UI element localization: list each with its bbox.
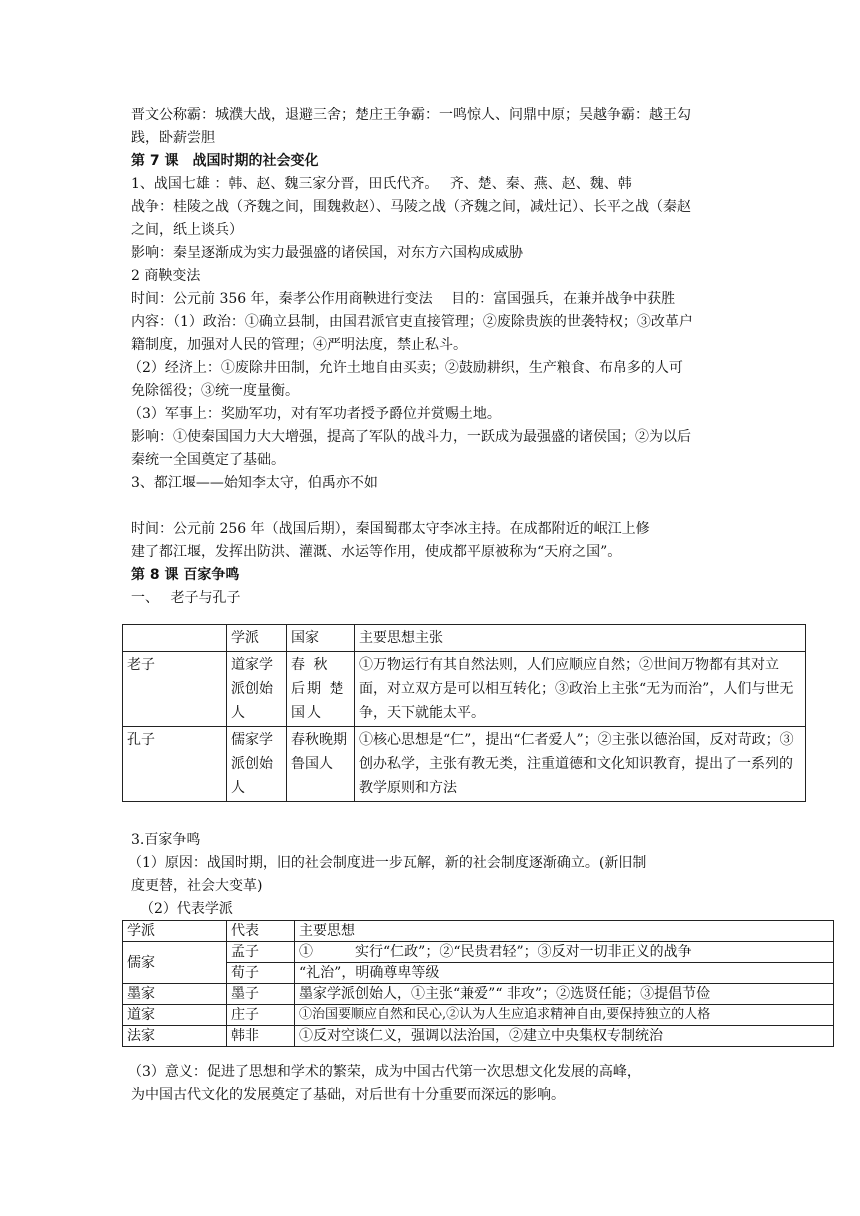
table-cell: 孔子 [123, 727, 227, 802]
text-line: 影响：①使秦国国力大大增强，提高了军队的战斗力，一跃成为最强盛的诸侯国；②为以后 [131, 429, 691, 445]
text-line: 为中国古代文化的发展奠定了基础，对后世有十分重要而深远的影响。 [131, 1087, 565, 1103]
text-line: 时间：公元前 356 年，秦孝公作用商鞅进行变法 目的：富国强兵，在兼并战争中获胜 [131, 291, 676, 307]
table-row [123, 942, 834, 963]
lesson-8-heading: 第 8 课 百家争鸣 [131, 567, 240, 583]
text-line: 籍制度，加强对人民的管理；④严明法度，禁止私斗。 [131, 337, 467, 353]
table-header-row [123, 921, 834, 942]
text-line: （3）军事上：奖励军功，对有军功者授予爵位并赏赐土地。 [128, 406, 501, 422]
table-cell: 庄子 [227, 1005, 295, 1026]
text-line: （1）原因：战国时期，旧的社会制度进一步瓦解，新的社会制度逐渐确立。(新旧制 [128, 855, 647, 871]
text-line: 时间：公元前 256 年（战国后期），秦国蜀郡太守李冰主持。在成都附近的岷江上修 [131, 521, 650, 537]
table-header-cell: 学派 [123, 921, 227, 942]
table-row [123, 984, 834, 1005]
table-cell: 韩非 [227, 1026, 295, 1047]
table-cell: 法家 [123, 1026, 227, 1047]
table-row [123, 1005, 834, 1026]
table-cell: 春秋晚期鲁国人 [287, 727, 355, 802]
table-cell: “礼治”，明确尊卑等级 [295, 963, 834, 984]
table-row [123, 727, 806, 802]
table-row [123, 1026, 834, 1047]
text-line: 晋文公称霸：城濮大战，退避三舍；楚庄王争霸：一鸣惊人、问鼎中原；吴越争霸：越王勾 [131, 107, 691, 123]
hundred-schools-table [122, 920, 834, 1047]
table-cell: 荀子 [227, 963, 295, 984]
table-cell: 老子 [123, 652, 227, 727]
text-line: 秦统一全国奠定了基础。 [131, 452, 285, 468]
text-line: （2）代表学派 [140, 901, 233, 917]
laozi-confucius-table [122, 624, 806, 802]
table-cell: 道家 [123, 1005, 227, 1026]
table-cell: 春 秋 后期 楚 国人 [287, 652, 355, 727]
table-cell: 道家学派创始人 [227, 652, 287, 727]
section-heading: 2 商鞅变法 [131, 268, 201, 284]
table-cell: ①核心思想是“仁”，提出“仁者爱人”；②主张以德治国，反对苛政；③创办私学，主张有教无类，注重道德和文化知识教育，提出了一系列的教学原则和方法 [355, 727, 806, 802]
table-cell: 儒家 [123, 942, 227, 984]
table-cell: ①治国要顺应自然和民心,②认为人生应追求精神自由,要保持独立的人格 [295, 1005, 834, 1026]
text-line: （2）经济上：①废除井田制，允许土地自由买卖；②鼓励耕织，生产粮食、布帛多的人可 [128, 360, 683, 376]
table-row [123, 963, 834, 984]
table-cell: 墨家 [123, 984, 227, 1005]
section-heading: 3、都江堰——始知李太守，伯禹亦不如 [131, 475, 378, 491]
text-line: 建了都江堰，发挥出防洪、灌溉、水运等作用，使成都平原被称为“天府之国”。 [131, 544, 622, 560]
table-header-row [123, 625, 806, 652]
text-line: 内容：（1）政治：①确立县制，由国君派官吏直接管理；②废除贵族的世袭特权；③改革户 [131, 314, 693, 330]
text-line: （3）意义：促进了思想和学术的繁荣，成为中国古代第一次思想文化发展的高峰， [128, 1064, 641, 1080]
table-cell: 孟子 [227, 942, 295, 963]
table-cell: 墨家学派创始人，①主张“兼爱”“ 非攻”；②选贤任能；③提倡节俭 [295, 984, 834, 1005]
table-header-cell [123, 625, 227, 652]
table-header-cell: 主要思想主张 [355, 625, 806, 652]
text-line: 影响：秦呈逐渐成为实力最强盛的诸侯国，对东方六国构成威胁 [131, 245, 523, 261]
table-cell: ①反对空谈仁义，强调以法治国，②建立中央集权专制统治 [295, 1026, 834, 1047]
section-heading: 一、 老子与孔子 [131, 590, 241, 606]
table-header-cell: 学派 [227, 625, 287, 652]
text-line: 战争：桂陵之战（齐魏之间，围魏救赵）、马陵之战（齐魏之间，减灶记）、长平之战（秦赵 [131, 199, 691, 215]
text-line: 之间，纸上谈兵） [131, 222, 243, 238]
lesson-7-heading: 第 7 课 战国时期的社会变化 [131, 153, 319, 169]
table-cell: 儒家学派创始人 [227, 727, 287, 802]
table-cell: ①万物运行有其自然法则，人们应顺应自然；②世间万物都有其对立面，对立双方是可以相互转化；③政治上主张“无为而治”，人们与世无争，天下就能太平。 [355, 652, 806, 727]
text-line: 1、战国七雄 ：韩、赵、魏三家分晋，田氏代齐。 齐、楚、秦、燕、赵、魏、韩 [131, 176, 632, 192]
section-heading: 3.百家争鸣 [131, 832, 201, 848]
text-line: 免除徭役；③统一度量衡。 [131, 383, 299, 399]
table-cell: ① 实行“仁政”；②“民贵君轻”；③反对一切非正义的战争 [295, 942, 834, 963]
table-cell: 墨子 [227, 984, 295, 1005]
table-row [123, 652, 806, 727]
table-header-cell: 主要思想 [295, 921, 834, 942]
text-line: 度更替，社会大变革) [131, 878, 263, 894]
table-header-cell: 代表 [227, 921, 295, 942]
table-header-cell: 国家 [287, 625, 355, 652]
text-line: 践，卧薪尝胆 [131, 130, 215, 146]
